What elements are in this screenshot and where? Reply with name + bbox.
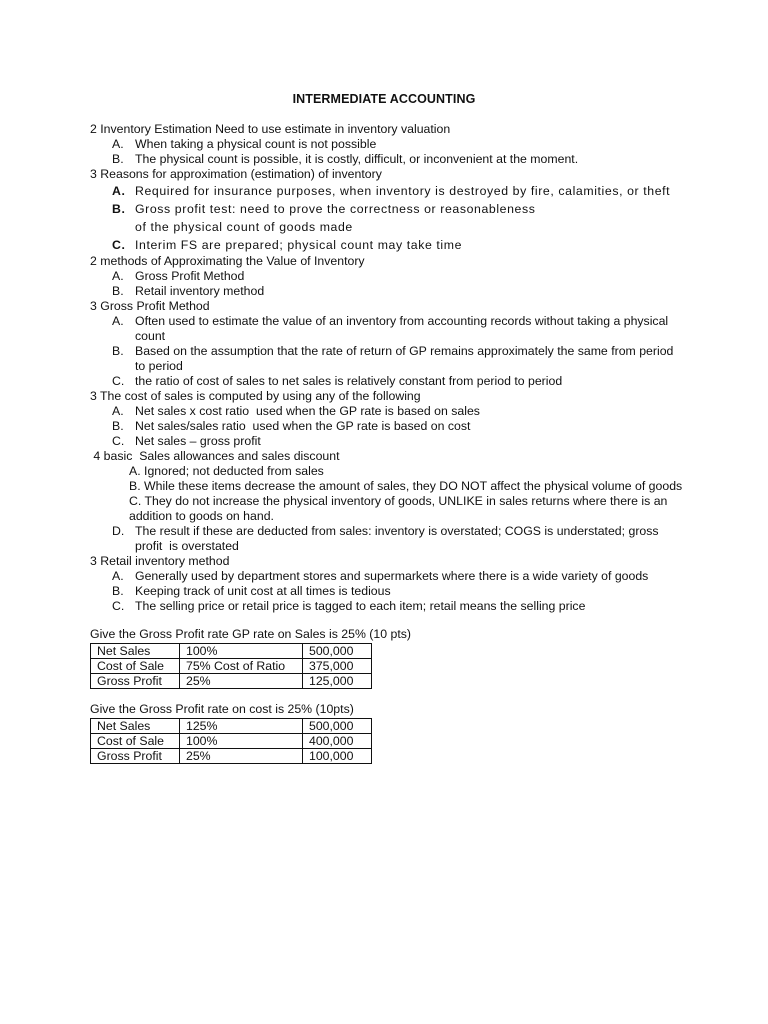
- list-item: [90, 200, 730, 218]
- list-item: [90, 419, 730, 434]
- list-item: [90, 182, 730, 200]
- list-item: [90, 464, 730, 479]
- table-cell: 100,000: [303, 749, 372, 764]
- list-marker: A.: [112, 137, 124, 151]
- gp-on-sales-table: [90, 643, 372, 689]
- list-item: [90, 284, 730, 299]
- section-heading: 2 methods of Approximating the Value of Inventory: [90, 254, 365, 268]
- section-heading: 3 Reasons for approximation (estimation) of inventory: [90, 167, 382, 181]
- list-item: [90, 269, 730, 284]
- gp-on-cost-table: [90, 718, 372, 764]
- list-marker: B.: [112, 202, 126, 216]
- document-body: [90, 122, 730, 764]
- table-cell: 125%: [180, 719, 303, 734]
- list-continuation: to period: [135, 359, 183, 373]
- document-title: INTERMEDIATE ACCOUNTING: [292, 92, 476, 106]
- list-text: When taking a physical count is not possible: [135, 137, 377, 151]
- table-cell: 500,000: [303, 719, 372, 734]
- list-marker: A.: [112, 569, 124, 583]
- table-cell: 400,000: [303, 734, 372, 749]
- list-text: A. Ignored; not deducted from sales: [129, 464, 324, 478]
- table-cell: 100%: [180, 734, 303, 749]
- table-cell: Gross Profit: [91, 674, 180, 689]
- list-marker: D.: [112, 524, 125, 538]
- table-cell: Cost of Sale: [91, 734, 180, 749]
- section-heading: 3 The cost of sales is computed by using any of the following: [90, 389, 421, 403]
- list-continuation: count: [135, 329, 166, 343]
- list-text: The result if these are deducted from sales: inventory is overstated; COGS is understated; gross: [135, 524, 659, 538]
- list-marker: B.: [112, 284, 124, 298]
- list-item: [90, 404, 730, 419]
- list-text: Gross profit test: need to prove the correctness or reasonableness: [135, 202, 536, 216]
- list-item: [90, 494, 730, 509]
- section-heading: 3 Gross Profit Method: [90, 299, 210, 313]
- list-marker: A.: [112, 404, 124, 418]
- table-cell: 125,000: [303, 674, 372, 689]
- list-marker: C.: [112, 374, 125, 388]
- table-row: [91, 674, 372, 689]
- section-heading: 2 Inventory Estimation Need to use estimate in inventory valuation: [90, 122, 451, 136]
- table-cell: 75% Cost of Ratio: [180, 659, 303, 674]
- list-marker: B.: [112, 584, 124, 598]
- list-text: Interim FS are prepared; physical count may take time: [135, 238, 463, 252]
- list-item: [90, 236, 730, 254]
- list-text: Retail inventory method: [135, 284, 265, 298]
- table-cell: Cost of Sale: [91, 659, 180, 674]
- table-cell: 100%: [180, 644, 303, 659]
- table-caption: Give the Gross Profit rate GP rate on Sales is 25% (10 pts): [90, 627, 411, 641]
- list-item: [90, 374, 730, 389]
- list-marker: C.: [112, 599, 125, 613]
- list-marker: C.: [112, 238, 126, 252]
- section-heading: 4 basic Sales allowances and sales discount: [90, 449, 340, 463]
- list-text: the ratio of cost of sales to net sales is relatively constant from period to period: [135, 374, 563, 388]
- table-cell: 25%: [180, 674, 303, 689]
- list-text: Net sales x cost ratio used when the GP rate is based on sales: [135, 404, 480, 418]
- list-text: The physical count is possible, it is costly, difficult, or inconvenient at the moment.: [135, 152, 579, 166]
- list-marker: B.: [112, 344, 124, 358]
- table-cell: 500,000: [303, 644, 372, 659]
- list-item: [90, 569, 730, 584]
- table-row: [91, 644, 372, 659]
- table-cell: Net Sales: [91, 644, 180, 659]
- list-item: [90, 584, 730, 599]
- list-text: C. They do not increase the physical inventory of goods, UNLIKE in sales returns where there is an: [129, 494, 668, 508]
- section-heading: 3 Retail inventory method: [90, 554, 230, 568]
- list-marker: A.: [112, 184, 126, 198]
- table-cell: 25%: [180, 749, 303, 764]
- list-item: [90, 137, 730, 152]
- table-row: [91, 719, 372, 734]
- list-item: [90, 152, 730, 167]
- list-text: Net sales – gross profit: [135, 434, 261, 448]
- list-text: Generally used by department stores and supermarkets where there is a wide variety of goods: [135, 569, 649, 583]
- list-text: The selling price or retail price is tagged to each item; retail means the selling price: [135, 599, 586, 613]
- table-row: [91, 749, 372, 764]
- list-item: [90, 344, 730, 359]
- list-item: [90, 524, 730, 539]
- list-text: Often used to estimate the value of an inventory from accounting records without taking a physical: [135, 314, 669, 328]
- list-continuation: of the physical count of goods made: [135, 220, 353, 234]
- list-continuation: addition to goods on hand.: [129, 509, 274, 523]
- list-text: Keeping track of unit cost at all times is tedious: [135, 584, 391, 598]
- list-text: B. While these items decrease the amount of sales, they DO NOT affect the physical volume of goods: [129, 479, 683, 493]
- list-marker: C.: [112, 434, 125, 448]
- list-text: Required for insurance purposes, when inventory is destroyed by fire, calamities, or theft: [135, 184, 671, 198]
- table-cell: Net Sales: [91, 719, 180, 734]
- list-text: Net sales/sales ratio used when the GP rate is based on cost: [135, 419, 471, 433]
- list-text: Based on the assumption that the rate of return of GP remains approximately the same from period: [135, 344, 674, 358]
- list-marker: B.: [112, 419, 124, 433]
- table-row: [91, 734, 372, 749]
- table-row: [91, 659, 372, 674]
- list-continuation: profit is overstated: [135, 539, 239, 553]
- list-item: [90, 314, 730, 329]
- list-item: [90, 599, 730, 614]
- list-text: Gross Profit Method: [135, 269, 245, 283]
- table-cell: Gross Profit: [91, 749, 180, 764]
- list-marker: A.: [112, 314, 124, 328]
- list-item: [90, 434, 730, 449]
- list-marker: A.: [112, 269, 124, 283]
- table-caption: Give the Gross Profit rate on cost is 25% (10pts): [90, 702, 354, 716]
- list-marker: B.: [112, 152, 124, 166]
- table-cell: 375,000: [303, 659, 372, 674]
- list-item: [90, 479, 730, 494]
